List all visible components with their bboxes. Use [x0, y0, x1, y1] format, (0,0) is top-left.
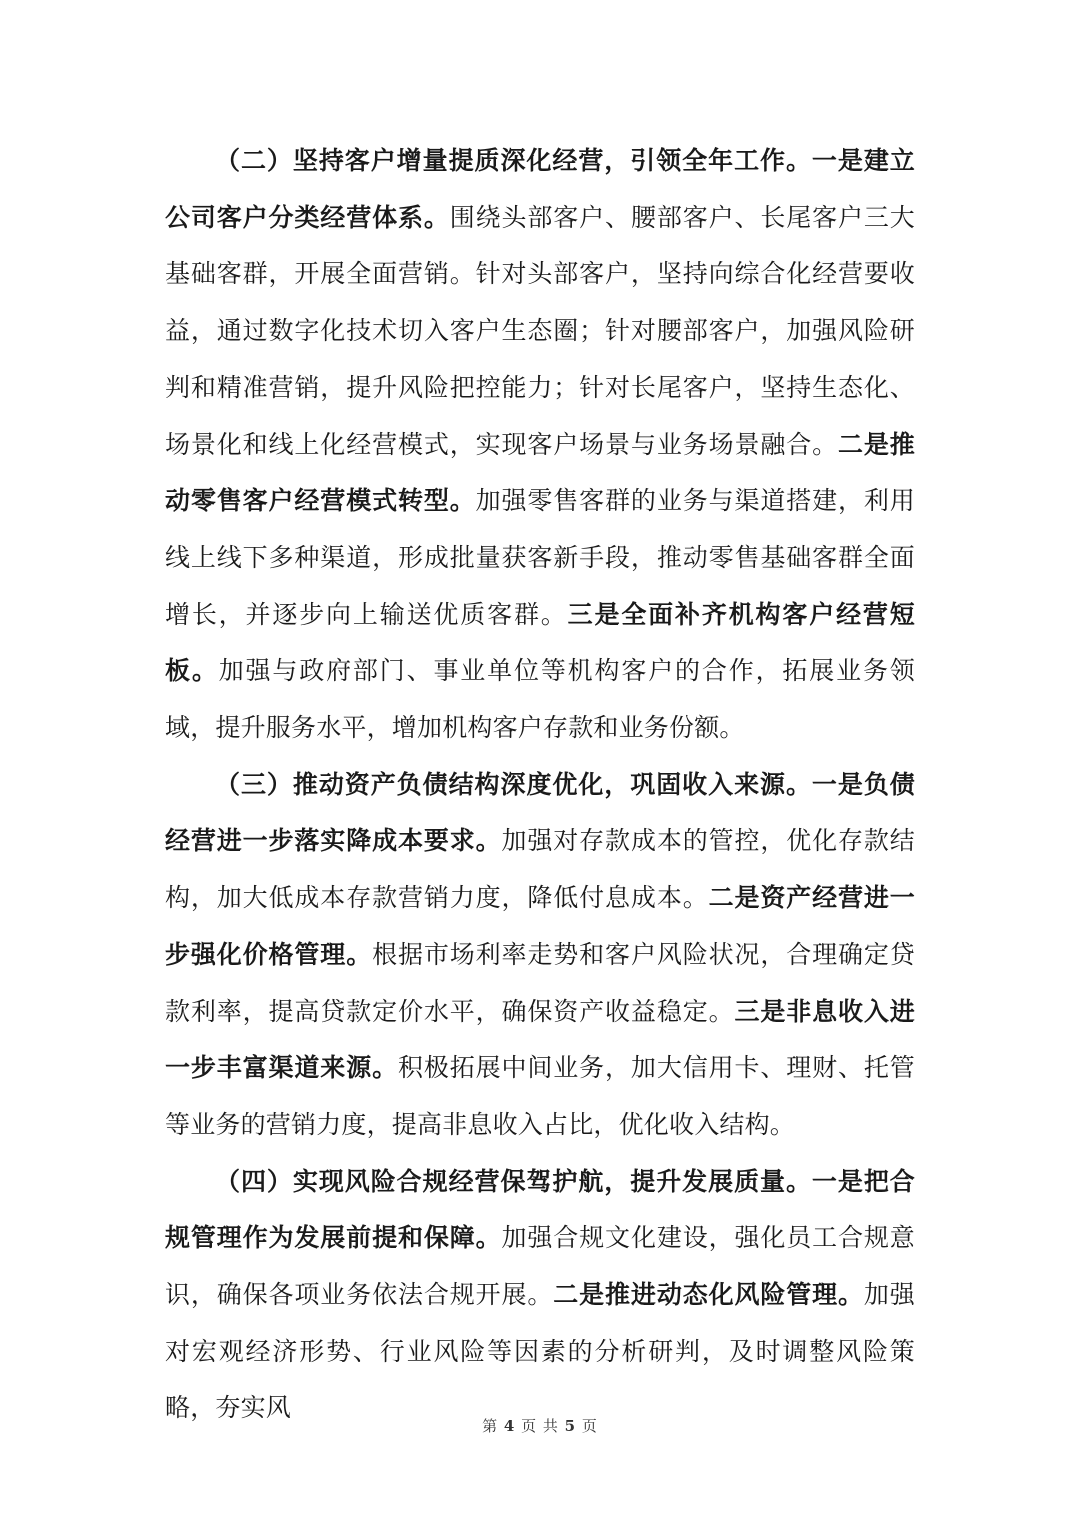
footer-current-page: 4 — [503, 1417, 516, 1435]
page-footer — [0, 1415, 1080, 1436]
section-3-text-1: 加强对存款成本的管控，优化存款结构，加大低成本存款营销力度，降低付息成本。 — [165, 826, 915, 913]
section-4-heading: （四）实现风险合规经营保驾护航，提升发展质量。一是把合规管理作为发展前提和保障。 — [165, 1166, 915, 1253]
document-body — [165, 133, 915, 1437]
section-3-point-3: 三是非息收入进一步丰富渠道来源。 — [165, 996, 915, 1083]
section-4-point-2: 二是推进动态化风险管理。 — [553, 1280, 864, 1310]
section-4-text-1: 加强合规文化建设，强化员工合规意识，确保各项业务依法合规开展。 — [165, 1223, 915, 1310]
paragraph-section-2 — [165, 133, 915, 757]
paragraph-section-3 — [165, 757, 915, 1154]
section-3-text-3: 积极拓展中间业务，加大信用卡、理财、托管等业务的营销力度，提高非息收入占比，优化收入结构。 — [165, 1053, 915, 1139]
paragraph-section-4 — [165, 1154, 915, 1438]
section-2-text-1: 围绕头部客户、腰部客户、长尾客户三大基础客群，开展全面营销。针对头部客户，坚持向综合化经营要收益，通过数字化技术切入客户生态圈；针对腰部客户，加强风险研判和精准营销，提升风险把控能力；针对长尾客户，坚持生态化、场景化和线上化经营模式，实现客户场景与业务场景融合。 — [165, 202, 916, 459]
footer-total-pages: 5 — [564, 1417, 577, 1435]
section-4-text-2: 加强对宏观经济形势、行业风险等因素的分析研判，及时调整风险策略，夯实风 — [165, 1280, 915, 1423]
footer-middle: 页 共 — [521, 1417, 559, 1435]
section-2-text-2: 加强零售客群的业务与渠道搭建，利用线上线下多种渠道，形成批量获客新手段，推动零售基础客群全面增长，并逐步向上输送优质客群。 — [165, 486, 915, 629]
section-2-text-3: 加强与政府部门、事业单位等机构客户的合作，拓展业务领域，提升服务水平，增加机构客户存款和业务份额。 — [165, 656, 916, 743]
section-2-heading: （二）坚持客户增量提质深化经营，引领全年工作。一是建立公司客户分类经营体系。 — [165, 146, 915, 232]
section-3-heading: （三）推动资产负债结构深度优化，巩固收入来源。一是负债经营进一步落实降成本要求。 — [165, 769, 915, 856]
section-3-text-2: 根据市场利率走势和客户风险状况，合理确定贷款利率，提高贷款定价水平，确保资产收益稳定。 — [165, 939, 916, 1026]
section-3-point-2: 二是资产经营进一步强化价格管理。 — [165, 883, 915, 969]
footer-suffix: 页 — [581, 1417, 598, 1435]
section-2-point-3: 三是全面补齐机构客户经营短板。 — [165, 599, 915, 686]
footer-prefix: 第 — [482, 1417, 499, 1435]
section-2-point-2: 二是推动零售客户经营模式转型。 — [165, 429, 916, 516]
